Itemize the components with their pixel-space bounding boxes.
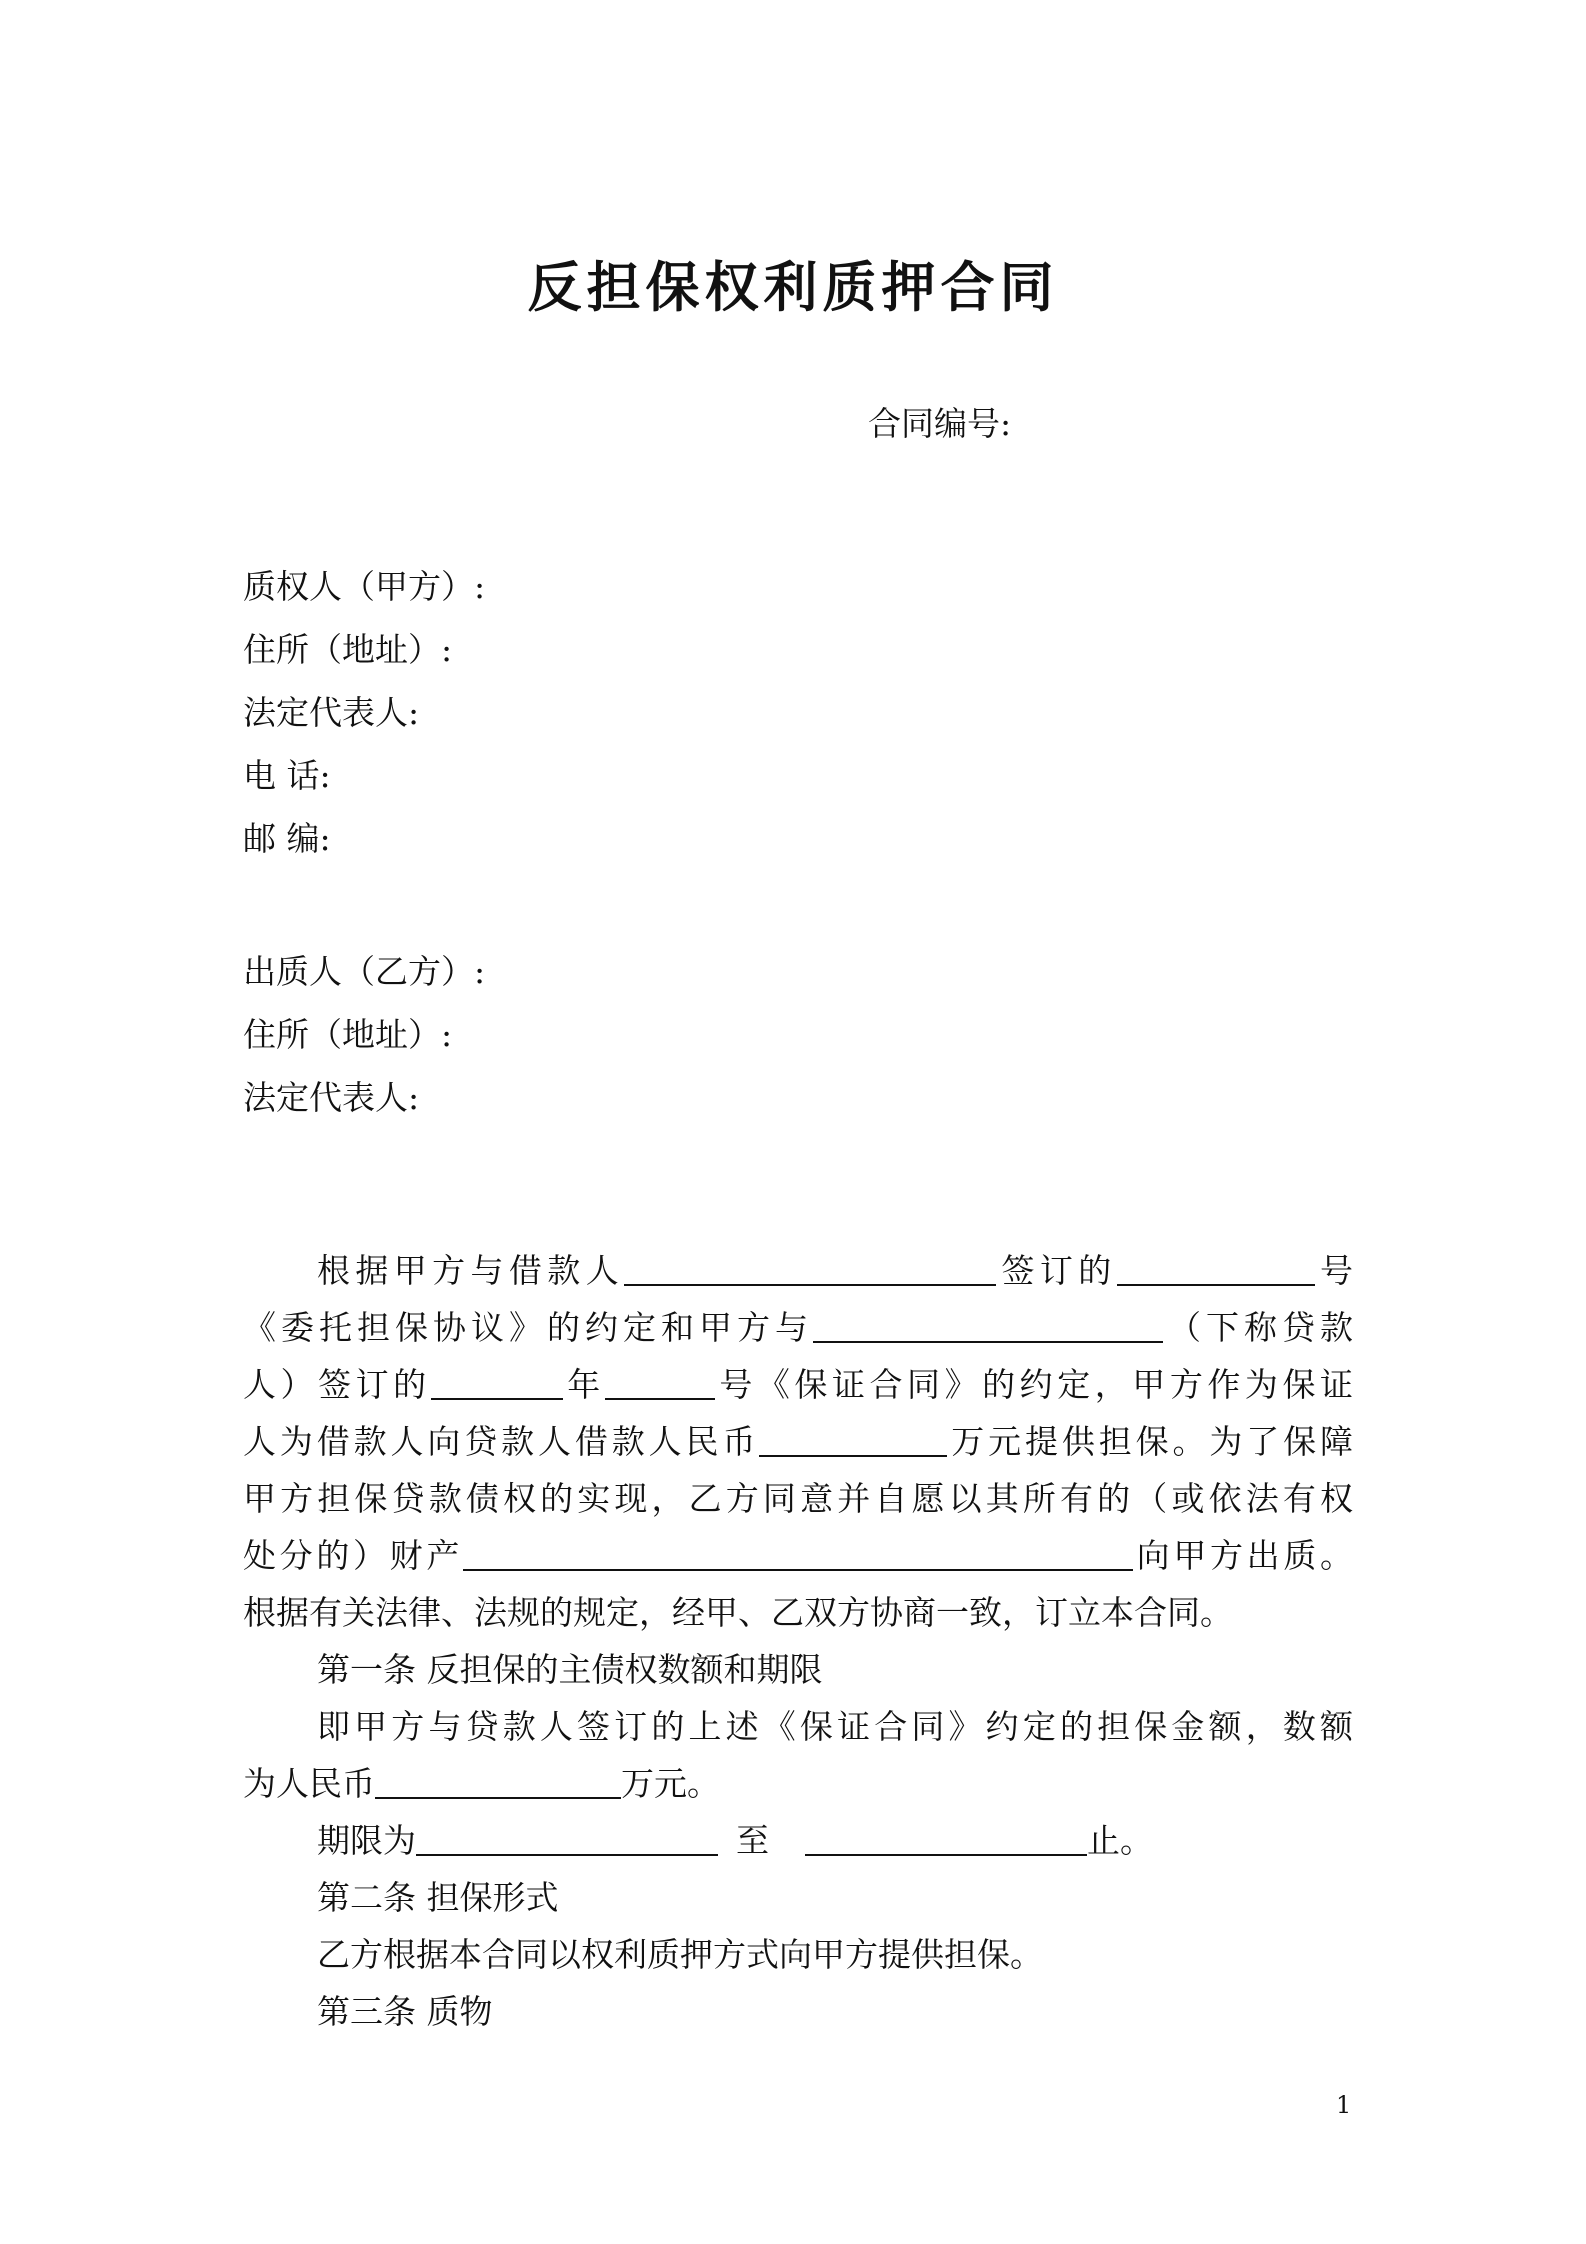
article-3-heading: 第三条 质物 (317, 1992, 493, 2031)
preamble-text: 向甲方出质。 (1133, 1536, 1354, 1575)
contract-number-label: 合同编号: (868, 404, 1012, 443)
article-text: 至 (736, 1821, 769, 1860)
loan-amount-blank (759, 1425, 947, 1457)
agreement-no-blank (1117, 1254, 1315, 1286)
borrower-blank (624, 1254, 996, 1286)
preamble-line-6 (243, 1527, 1353, 1584)
preamble-text: 年 (562, 1365, 605, 1404)
guarantee-amount-blank (375, 1767, 621, 1799)
page-number: 1 (1336, 2091, 1352, 2119)
end-date-blank (805, 1824, 1087, 1856)
preamble-text: 人为借款人向贷款人借款人民币 (243, 1422, 760, 1461)
article-text: 为人民币 (243, 1764, 375, 1803)
party-a-name-label: 质权人（甲方）: (243, 567, 486, 606)
preamble-text: 处分的）财产 (243, 1536, 463, 1575)
party-b-address-label: 住所（地址）: (243, 1015, 453, 1054)
preamble-text: 签订的 (996, 1251, 1117, 1290)
preamble-line-2 (243, 1299, 1353, 1356)
party-b-representative-label: 法定代表人: (243, 1078, 420, 1117)
article-text: 万元。 (621, 1764, 720, 1803)
party-a-representative-label: 法定代表人: (243, 693, 420, 732)
preamble-text: 人）签订的 (243, 1365, 431, 1404)
preamble-line-3 (243, 1356, 1353, 1413)
preamble-line-1 (243, 1242, 1353, 1299)
preamble-text: 根据甲方与借款人 (317, 1251, 625, 1290)
preamble-line-4 (243, 1413, 1353, 1470)
property-blank (463, 1539, 1133, 1571)
party-b-name-label: 出质人（乙方）: (243, 952, 486, 991)
article-1-text-1: 即甲方与贷款人签订的上述《保证合同》约定的担保金额，数额 (317, 1707, 1353, 1746)
preamble-text: 万元提供担保。为了保障 (947, 1422, 1354, 1461)
guarantee-no-blank (605, 1368, 715, 1400)
article-text: 止。 (1087, 1821, 1153, 1860)
article-2-heading: 第二条 担保形式 (317, 1878, 559, 1917)
preamble-line-7: 根据有关法律、法规的规定，经甲、乙双方协商一致，订立本合同。 (243, 1593, 1233, 1632)
article-1-text-2 (243, 1755, 1353, 1812)
year-blank (431, 1368, 563, 1400)
document-title: 反担保权利质押合同 (527, 255, 1059, 319)
party-a-postcode-label: 邮 编: (243, 819, 331, 858)
lender-blank (813, 1311, 1163, 1343)
party-a-address-label: 住所（地址）: (243, 630, 453, 669)
preamble-text: 《委托担保协议》的约定和甲方与 (243, 1308, 813, 1347)
article-2-text: 乙方根据本合同以权利质押方式向甲方提供担保。 (317, 1935, 1043, 1974)
preamble-text: （下称贷款 (1163, 1308, 1353, 1347)
article-text: 期限为 (317, 1821, 416, 1860)
party-a-phone-label: 电 话: (243, 756, 331, 795)
article-1-term (243, 1812, 1353, 1869)
preamble-text: 号 (1314, 1251, 1354, 1290)
preamble-text: 号《保证合同》的约定，甲方作为保证 (714, 1365, 1354, 1404)
preamble-line-5: 甲方担保贷款债权的实现，乙方同意并自愿以其所有的（或依法有权 (243, 1479, 1353, 1518)
start-date-blank (416, 1824, 718, 1856)
article-1-heading: 第一条 反担保的主债权数额和期限 (317, 1650, 823, 1689)
contract-body (243, 1242, 1353, 2040)
